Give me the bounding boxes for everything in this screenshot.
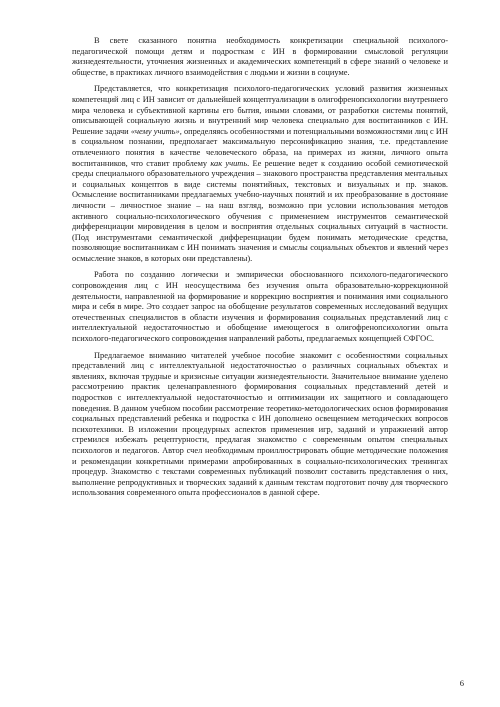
paragraph-2-text-after: . Ее решение ведет к созданию особой семиотической среды специального образовательного учреждения – знакового пространства представления ментальных и социальных концептов в виде системы понятийных, текстовых и визуальных и пр. знаков. Осмысление воспитанниками предлагаемых учебно-научных понятий и их преобразование в достояние личности – личностное знание – на наш взгляд, возможно при условии использования методов активного социально-психологического обучения с применением инструментов семантической дифференциации мировидения в целом и восприятия отдельных социальных ситуаций в частности. (Под инструментами семантической дифференциации будем понимать методические средства, позволяющие воспитанникам с ИН понимать значения и смыслы социальных объектов и явлений через осмысление знаков, в которых они представлены). — [72, 158, 448, 263]
page-number: 6 — [459, 678, 464, 688]
paragraph-4: Предлагаемое вниманию читателей учебное пособие знакомит с особенностями социальных представлений лиц с интеллектуальной недостаточностью о различных социальных объектах и явлениях, включая трудные и кризисные ситуации жизнедеятельности. Значительное внимание уделено рассмотрению практик целенаправленного формирования социальных представлений детей и подростков с интеллектуальной недостаточностью и оптимизации их защитного и совладающего поведения. В данном учебном пособии рассмотрение теоретико-методологических основ формирования социальных представлений ребенка и подростка с ИН дополнено освещением методических вопросов психотехники. В изложении процедурных аспектов применения игр, заданий и упражнений автор стремился избежать рецептурности, предлагая знакомство с современным опытом специальных психологов и педагогов. Автор счел необходимым проиллюстрировать общие методические положения и рекомендации конкретными примерами апробированных в социально-психологических тренингах процедур. Знакомство с текстами современных публикаций позволит составить представления о них, выполнение репродуктивных и творческих заданий к данным текстам подготовит почву для творческого использования современного опыта профессионалов в данной сфере. — [72, 350, 448, 498]
paragraph-1: В свете сказанного понятна необходимость конкретизации специальной психолого-педагогической помощи детям и подросткам с ИН в формировании смысловой регуляции жизнедеятельности, уточнения жизненных и академических компетенций в сфере знаний о человеке и обществе, в практиках личного взаимодействия с людьми и жизни в социуме. — [72, 36, 448, 77]
paragraph-2 — [72, 84, 448, 264]
paragraph-2-emphasis-what-to-teach: «чему учить» — [130, 126, 180, 136]
paragraph-2-emphasis-how-to-teach: как учить — [210, 158, 248, 168]
document-page — [72, 36, 448, 505]
paragraph-3: Работа по созданию логически и эмпирически обоснованного психолого-педагогического сопровождения лиц с ИН неосуществима без изучения опыта образовательно-коррекционной деятельности, направленной на формирование и коррекцию восприятия и понимания ими социального мира и себя в мире. Это создает запрос на обобщение результатов современных исследований ведущих отечественных специалистов в области изучения и формирования социальных представлений лиц с интеллектуальной недостаточностью и обобщение имеющегося в олигофренопсихологии опыта психолого-педагогического сопровождения направлений работы, предлагаемых концепцией СФГОС. — [72, 270, 448, 344]
paragraph-2-text-before: Представляется, что конкретизация психолого-педагогических условий развития жизненных компетенций лиц с ИН зависит от дальнейшей концептуализации в олигофренопсихологии внутреннего мира человека и субъективной картины его бытия, иными словами, от разработки системы понятий, описывающей социальную жизнь и внутренний мир человека специально для воспитанников с ИН. Решение задачи — [72, 84, 448, 136]
paragraph-2-text-middle: , определяясь особенностями и потенциальными возможностями лиц с ИН в социальном познании, предполагает максимальную персонификацию знания, т.е. представление отвлеченного понятия в качестве человеческого образа, на примерах из жизни, личного опыта воспитанников, что ставит проблему — [72, 126, 448, 168]
